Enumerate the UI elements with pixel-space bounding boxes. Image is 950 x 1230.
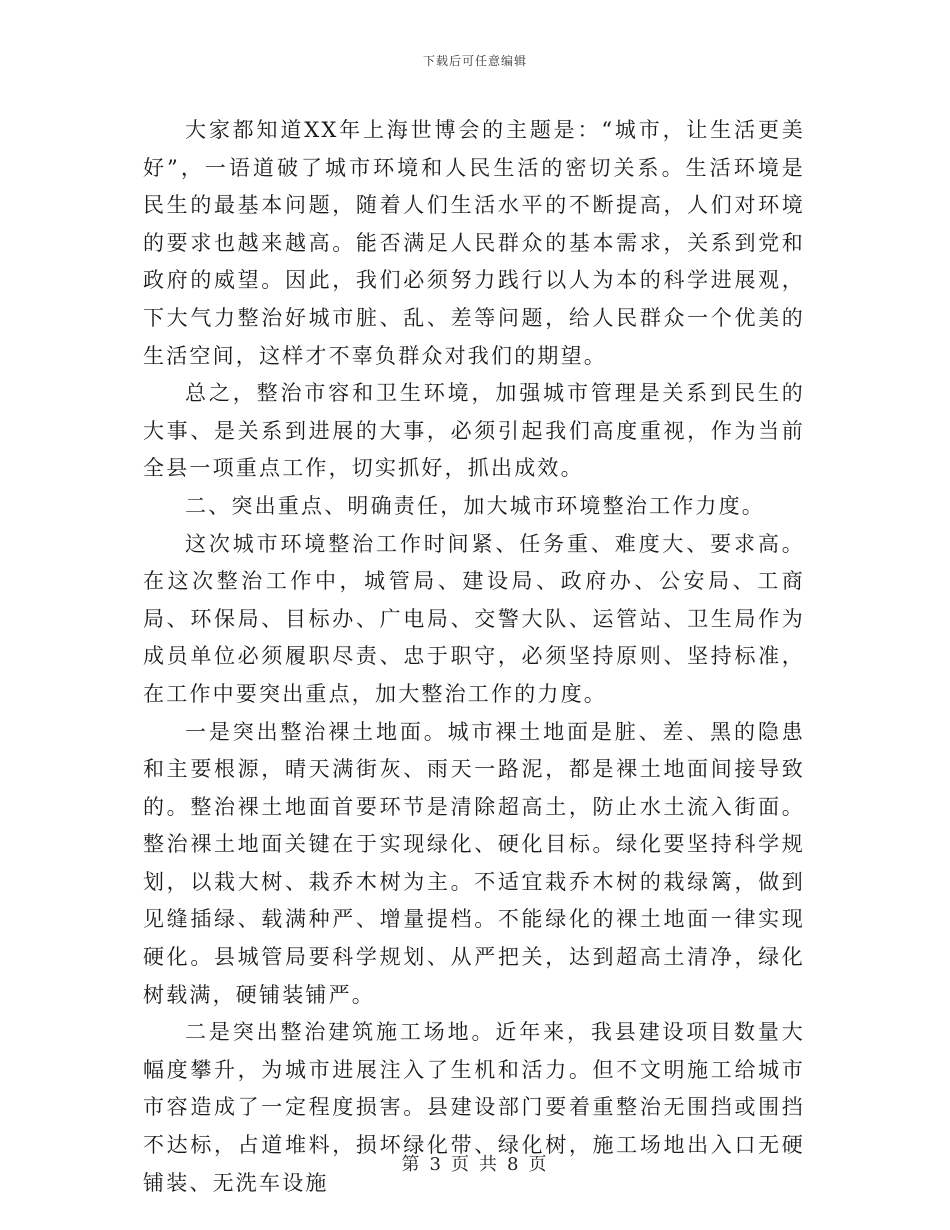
paragraph-3: 这次城市环境整治工作时间紧、任务重、难度大、要求高。在这次整治工作中，城管局、建设局、政府办、公安局、工商局、环保局、目标办、广电局、交警大队、运管站、卫生局作为成员单位必须履职尽责、忠于职守，必须坚持原则、坚持标准，在工作中要突出重点，加大整治工作的力度。 [143,531,805,706]
total-label: 共 [479,1154,499,1175]
current-page-number: 3 [429,1154,443,1175]
header-note: 下载后可任意编辑 [422,54,527,68]
page-label: 第 [401,1154,422,1175]
document-body [143,112,805,1202]
section-heading: 二、突出重点、明确责任，加大城市环境整治工作力度。 [185,493,765,518]
total-pages-number: 8 [507,1154,521,1175]
paragraph-5: 二是突出整治建筑施工场地。近年来，我县建设项目数量大幅度攀升，为城市进展注入了生机和活力。但不文明施工给城市市容造成了一定程度损害。县建设部门要着重整治无围挡或围挡不达标，占道堆料，损坏绿化带、绿化树，施工场地出入口无硬铺装、无洗车设施 [143,1020,805,1195]
page-unit-label: 页 [451,1154,471,1175]
paragraph-4: 一是突出整治裸土地面。城市裸土地面是脏、差、黑的隐患和主要根源，晴天满街灰、雨天一路泥，都是裸土地面间接导致的。整治裸土地面首要环节是清除超高土，防止水土流入街面。整治裸土地面关键在于实现绿化、硬化目标。绿化要坚持科学规划，以栽大树、栽乔木树为主。不适宜栽乔木树的栽绿篱，做到见缝插绿、载满种严、增量提档。不能绿化的裸土地面一律实现硬化。县城管局要科学规划、从严把关，达到超高土清净，绿化树载满，硬铺装铺严。 [143,719,805,1007]
page-number-footer [0,1150,950,1176]
paragraph-1: 大家都知道XX年上海世博会的主题是：“城市，让生活更美好”，一语道破了城市环境和人民生活的密切关系。生活环境是民生的最基本问题，随着人们生活水平的不断提高，人们对环境的要求也越来越高。能否满足人民群众的基本需求，关系到党和政府的威望。因此，我们必须努力践行以人为本的科学进展观，下大气力整治好城市脏、乱、差等问题，给人民群众一个优美的生活空间，这样才不辜负群众对我们的期望。 [143,118,805,368]
paragraph-2: 总之，整治市容和卫生环境，加强城市管理是关系到民生的大事、是关系到进展的大事，必须引起我们高度重视，作为当前全县一项重点工作，切实抓好，抓出成效。 [143,381,805,481]
total-unit-label: 页 [528,1154,549,1175]
